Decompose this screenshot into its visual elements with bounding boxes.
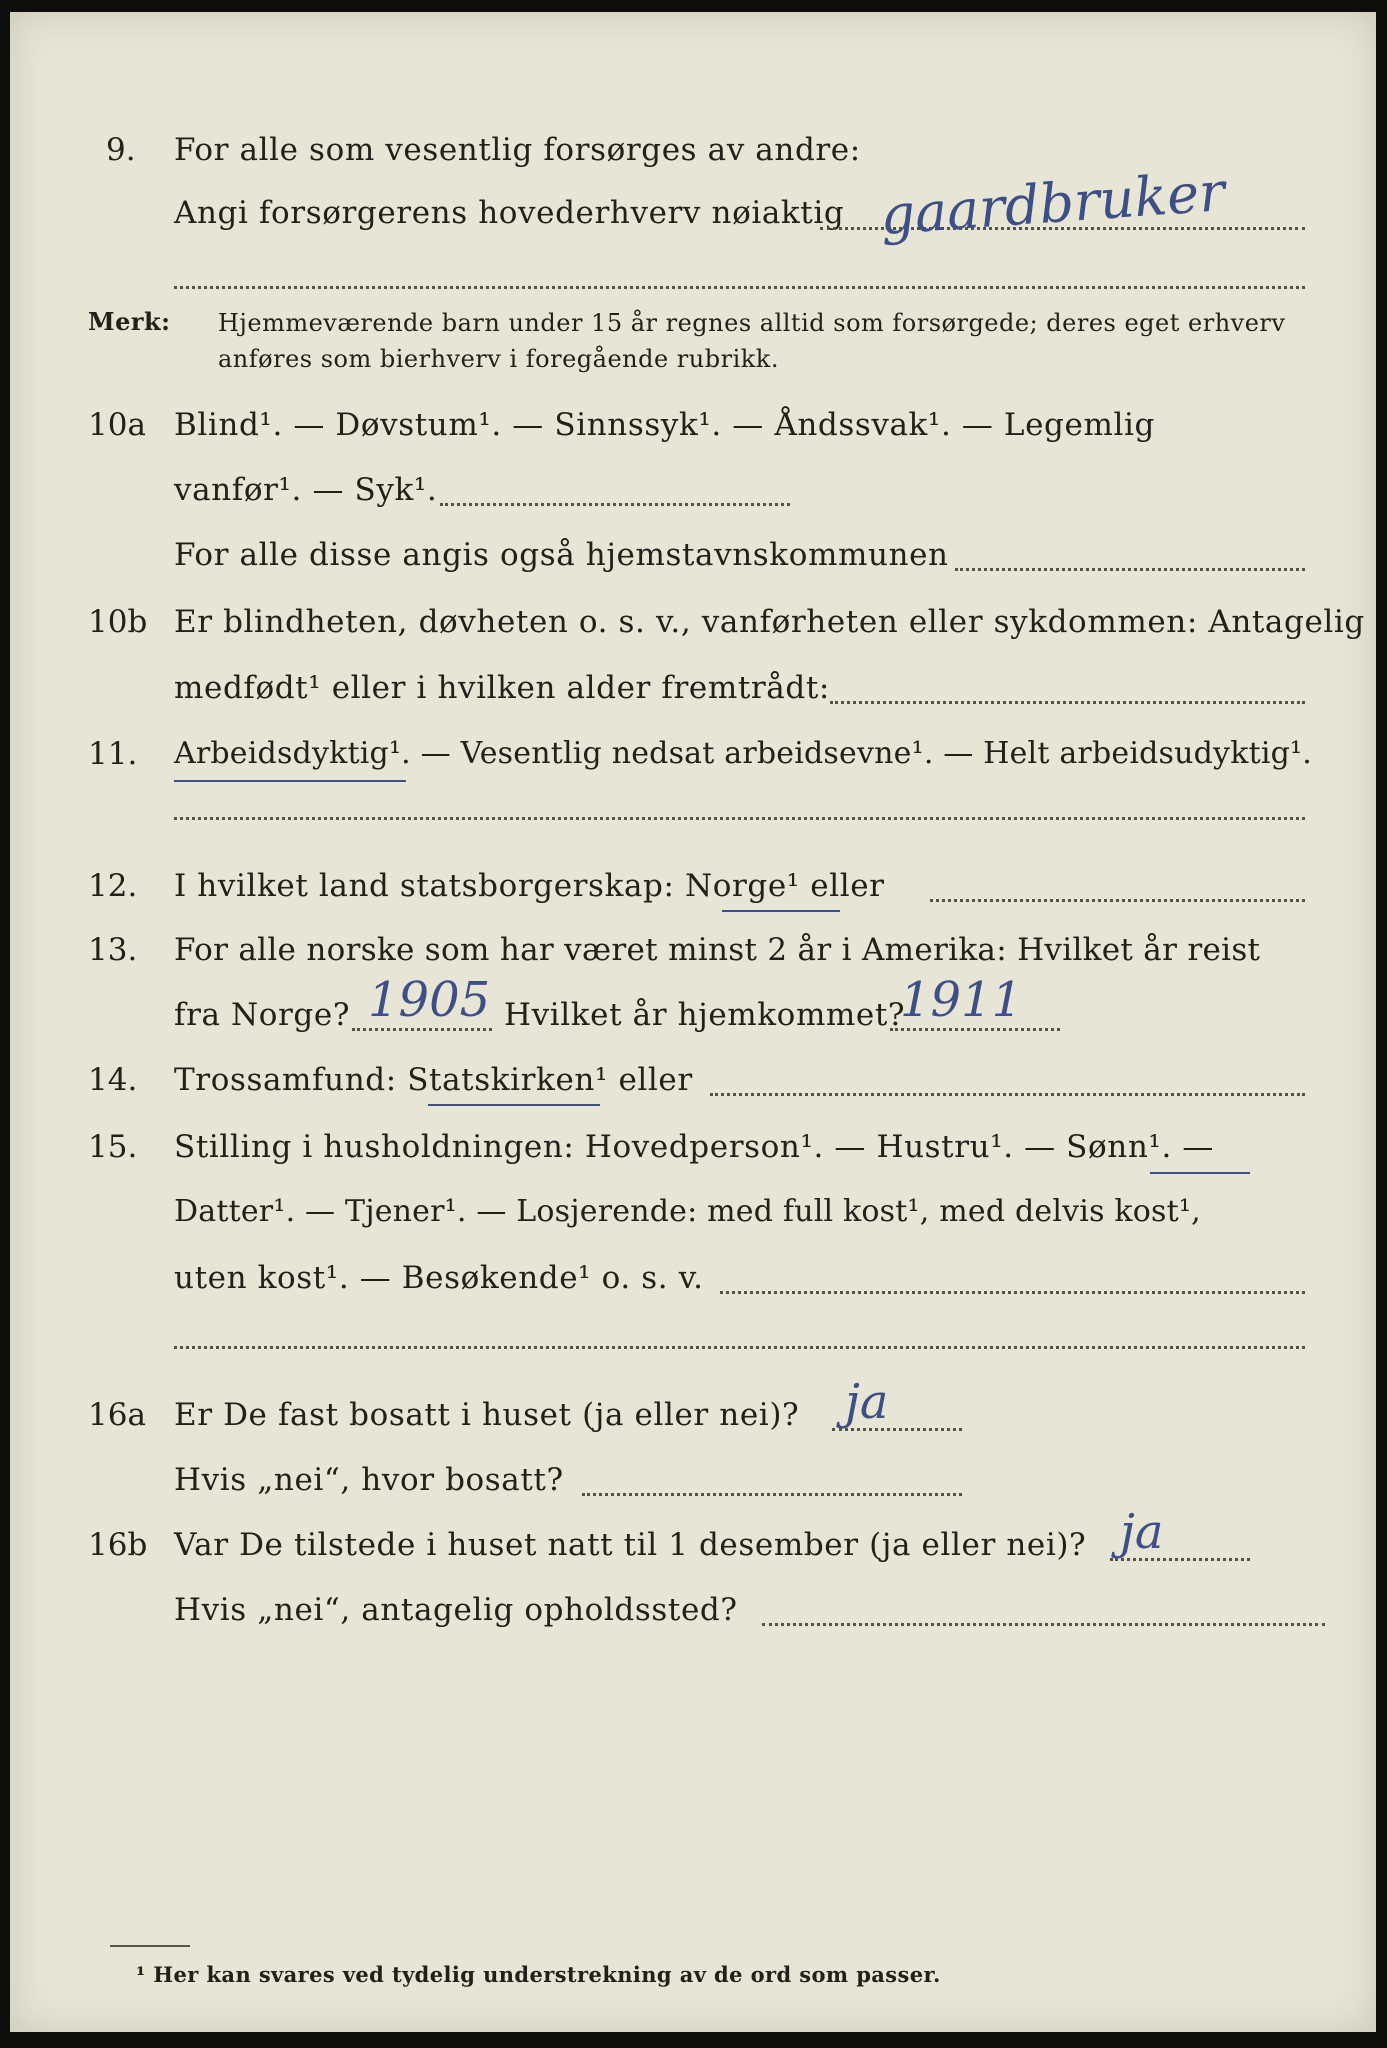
q13-handwritten-year-reist: 1905 <box>368 972 491 1028</box>
q10a-kommune-line <box>955 568 1305 571</box>
q9-line2: Angi forsørgerens hovederhverv nøiaktig <box>174 195 845 231</box>
merk-label: Merk: <box>88 307 171 336</box>
q15-line1: Stilling i husholdningen: Hovedperson¹. — Hustru¹. — Sønn¹. — <box>174 1129 1214 1165</box>
q13-hjemkommet-line <box>890 1028 1060 1031</box>
q14-statskirken-underline <box>428 1104 600 1106</box>
q9-second-line <box>174 286 1305 289</box>
q16a-line2: Hvis „nei“, hvor bosatt? <box>174 1462 564 1498</box>
q12-answer-line <box>930 899 1305 902</box>
q12-number: 12. <box>88 868 138 904</box>
q9-line1: For alle som vesentlig forsørges av andre: <box>174 132 861 168</box>
q11-line1: Arbeidsdyktig¹. — Vesentlig nedsat arbeidsevne¹. — Helt arbeidsudyktig¹. <box>174 736 1312 771</box>
q15-line3: uten kost¹. — Besøkende¹ o. s. v. <box>174 1260 704 1296</box>
q10a-syk-line <box>440 503 790 506</box>
q16a-number: 16a <box>88 1397 146 1433</box>
census-form-page <box>10 12 1376 2032</box>
q16b-handwritten-answer: ja <box>1120 1504 1164 1560</box>
q12-line1: I hvilket land statsborgerskap: Norge¹ eller <box>174 868 885 904</box>
q10b-answer-line <box>830 701 1305 704</box>
q10a-number: 10a <box>88 407 146 443</box>
q10a-line1: Blind¹. — Døvstum¹. — Sinnssyk¹. — Åndssvak¹. — Legemlig <box>174 407 1155 443</box>
q16a-line1: Er De fast bosatt i huset (ja eller nei)? <box>174 1397 800 1433</box>
q16b-number: 16b <box>88 1527 148 1563</box>
q12-norge-underline <box>722 910 840 912</box>
q10b-line1: Er blindheten, døvheten o. s. v., vanførheten eller sykdommen: Antagelig <box>174 604 1365 640</box>
q14-answer-line <box>710 1093 1305 1096</box>
q16b-opholdssted-line <box>762 1623 1325 1626</box>
q15-sonn-underline <box>1150 1172 1250 1174</box>
q15-answer-line <box>720 1291 1305 1294</box>
q11-number: 11. <box>88 736 138 772</box>
q9-number: 9. <box>106 132 136 168</box>
q16a-bosatt-line <box>582 1493 962 1496</box>
merk-line1: Hjemmeværende barn under 15 år regnes alltid som forsørgede; deres eget erhverv <box>218 309 1286 337</box>
q13-line1: For alle norske som har været minst 2 år i Amerika: Hvilket år reist <box>174 932 1261 968</box>
q10b-line2: medfødt¹ eller i hvilken alder fremtrådt: <box>174 670 830 706</box>
q15-second-line <box>174 1346 1305 1349</box>
q15-number: 15. <box>88 1129 138 1165</box>
q10b-number: 10b <box>88 604 148 640</box>
q16a-handwritten-answer: ja <box>845 1374 889 1430</box>
q16b-answer-line <box>1110 1558 1250 1561</box>
q16a-answer-line <box>832 1428 962 1431</box>
q16b-line1: Var De tilstede i huset natt til 1 desember (ja eller nei)? <box>174 1527 1087 1563</box>
q10a-line3: For alle disse angis også hjemstavnskommunen <box>174 537 949 573</box>
q11-arbeidsdyktig-underline <box>174 780 406 782</box>
q9-handwritten-answer: gaardbruker <box>878 160 1227 247</box>
q13-number: 13. <box>88 932 138 968</box>
q14-line1: Trossamfund: Statskirken¹ eller <box>174 1062 693 1098</box>
footnote-rule <box>110 1945 190 1947</box>
q10a-line2: vanfør¹. — Syk¹. <box>174 472 438 508</box>
q15-line2: Datter¹. — Tjener¹. — Losjerende: med full kost¹, med delvis kost¹, <box>174 1194 1201 1229</box>
merk-line2: anføres som bierhverv i foregående rubrikk. <box>218 345 779 373</box>
q13-line2b: Hvilket år hjemkommet? <box>504 997 906 1033</box>
footnote-text: ¹ Her kan svares ved tydelig understrekning av de ord som passer. <box>136 1962 941 1987</box>
q13-handwritten-year-hjemkommet: 1911 <box>900 972 1023 1028</box>
q13-reist-line <box>352 1028 492 1031</box>
q13-line2a: fra Norge? <box>174 997 351 1033</box>
q14-number: 14. <box>88 1062 138 1098</box>
q16b-line2: Hvis „nei“, antagelig opholdssted? <box>174 1592 738 1628</box>
q11-second-line <box>174 817 1305 820</box>
